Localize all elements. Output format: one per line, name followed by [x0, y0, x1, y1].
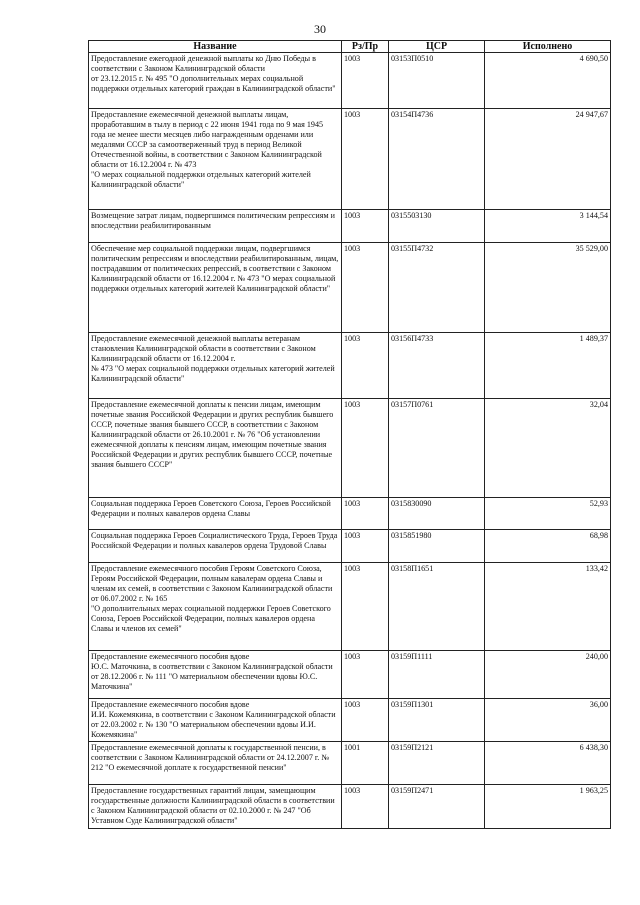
row-name: Обеспечение мер социальной поддержки лицам, подвергшимся политическим репрессиям и впоследствии реабилитированным, лицам, пострадавшим от политических репрессий, в соответствии с Законом Калининградской области от 16.12.2004 г. № 473 "О мерах социальной поддержки отдельных категорий жителей Калининградской области"	[89, 243, 342, 333]
table-row	[89, 563, 611, 651]
page-number: 30	[314, 22, 326, 36]
row-csr: 03158П1651	[389, 563, 485, 651]
row-rz-pr: 1003	[342, 53, 389, 109]
table-row	[89, 109, 611, 210]
row-name: Предоставление ежемесячной денежной выплаты лицам, проработавшим в тылу в период с 22 июня 1941 года по 9 мая 1945 года не менее шести месяцев либо награжденным орденами или медалями СССР за самоотверженный труд в период Великой Отечественной войны, в соответствии с Законом Калининградской области от 16.12.2004 г. № 473 "О мерах социальной поддержки отдельных категорий жителей Калининградской области"	[89, 109, 342, 210]
row-rz-pr: 1003	[342, 699, 389, 742]
budget-execution-table	[88, 40, 611, 829]
row-csr: 03159П2471	[389, 785, 485, 829]
row-rz-pr: 1003	[342, 785, 389, 829]
header-amount: Исполнено	[485, 41, 611, 53]
header-rz-pr: Рз/Пр	[342, 41, 389, 53]
row-name: Предоставление государственных гарантий лицам, замещающим государственные должности Калининградской области в соответствии с Законом Калининградской области от 02.10.2000 г. № 247 "Об Уставном Суде Калининградской области"	[89, 785, 342, 829]
row-amount: 36,00	[485, 699, 611, 742]
table-row	[89, 530, 611, 563]
table-row	[89, 785, 611, 829]
row-amount: 133,42	[485, 563, 611, 651]
row-rz-pr: 1003	[342, 243, 389, 333]
row-name: Предоставление ежемесячной доплаты к государственной пенсии, в соответствии с Законом Калининградской области от 24.12.2007 г. № 212 "О ежемесячной доплате к государственной пенсии"	[89, 742, 342, 785]
row-csr: 03159П1301	[389, 699, 485, 742]
row-amount: 52,93	[485, 498, 611, 530]
row-amount: 240,00	[485, 651, 611, 699]
header-csr: ЦСР	[389, 41, 485, 53]
row-name: Предоставление ежемесячного пособия вдове И.И. Кожемякина, в соответствии с Законом Калининградской области от 22.03.2002 г. № 130 "О материальном обеспечении вдовы И.И. Кожемякина"	[89, 699, 342, 742]
row-rz-pr: 1003	[342, 563, 389, 651]
row-rz-pr: 1001	[342, 742, 389, 785]
table-row	[89, 651, 611, 699]
row-csr: 03159П1111	[389, 651, 485, 699]
row-csr: 03159П2121	[389, 742, 485, 785]
table-row	[89, 333, 611, 399]
row-amount: 6 438,30	[485, 742, 611, 785]
row-name: Предоставление ежемесячного пособия Героям Советского Союза, Героям Российской Федерации, полным кавалерам ордена Славы и членам их семей, в соответствии с Законом Калининградской области от 06.07.2002 г. № 165 "О дополнительных мерах социальной поддержки Героев Советского Союза, Героев Российской Федерации, полных кавалеров ордена Славы и членов их семей"	[89, 563, 342, 651]
table-row	[89, 498, 611, 530]
row-name: Предоставление ежемесячной денежной выплаты ветеранам становления Калининградской области в соответствии с Законом Калининградской области от 16.12.2004 г. № 473 "О мерах социальной поддержки отдельных категорий жителей Калининградской области"	[89, 333, 342, 399]
row-amount: 68,98	[485, 530, 611, 563]
row-rz-pr: 1003	[342, 109, 389, 210]
table-row	[89, 243, 611, 333]
table-row	[89, 53, 611, 109]
row-csr: 03156П4733	[389, 333, 485, 399]
row-amount: 1 489,37	[485, 333, 611, 399]
row-csr: 03155П4732	[389, 243, 485, 333]
row-csr: 0315503130	[389, 210, 485, 243]
row-csr: 03157П0761	[389, 399, 485, 498]
row-rz-pr: 1003	[342, 399, 389, 498]
row-csr: 0315830090	[389, 498, 485, 530]
row-amount: 4 690,50	[485, 53, 611, 109]
table-row	[89, 699, 611, 742]
row-rz-pr: 1003	[342, 651, 389, 699]
row-amount: 1 963,25	[485, 785, 611, 829]
row-name: Предоставление ежемесячного пособия вдове Ю.С. Маточкина, в соответствии с Законом Калининградской области от 28.12.2006 г. № 111 "О материальном обеспечении вдовы Ю.С. Маточкина"	[89, 651, 342, 699]
row-name: Возмещение затрат лицам, подвергшимся политическим репрессиям и впоследствии реабилитированным	[89, 210, 342, 243]
row-amount: 3 144,54	[485, 210, 611, 243]
table-row	[89, 742, 611, 785]
row-csr: 0315851980	[389, 530, 485, 563]
row-csr: 03154П4736	[389, 109, 485, 210]
row-csr: 03153П0510	[389, 53, 485, 109]
header-name: Название	[89, 41, 342, 53]
table-row	[89, 210, 611, 243]
row-name: Предоставление ежемесячной доплаты к пенсии лицам, имеющим почетные звания Российской Федерации и других республик бывшего СССР, почетные звания бывшего СССР, в соответствии с Законом Калининградской области от 26.10.2001 г. № 76 "Об установлении ежемесячной доплаты к пенсиям лицам, имеющим почетные звания Российской Федерации и других республик бывшего СССР, почетные звания бывшего СССР"	[89, 399, 342, 498]
row-name: Социальная поддержка Героев Социалистического Труда, Героев Труда Российской Федерации и полных кавалеров ордена Трудовой Славы	[89, 530, 342, 563]
table-header-row	[89, 41, 611, 53]
table-row	[89, 399, 611, 498]
row-rz-pr: 1003	[342, 210, 389, 243]
row-name: Социальная поддержка Героев Советского Союза, Героев Российской Федерации и полных кавалеров ордена Славы	[89, 498, 342, 530]
row-rz-pr: 1003	[342, 333, 389, 399]
row-amount: 24 947,67	[485, 109, 611, 210]
row-name: Предоставление ежегодной денежной выплаты ко Дню Победы в соответствии с Законом Калининградской области от 23.12.2015 г. № 495 "О дополнительных мерах социальной поддержки отдельных категорий граждан в Калининградской области"	[89, 53, 342, 109]
row-amount: 32,04	[485, 399, 611, 498]
row-rz-pr: 1003	[342, 498, 389, 530]
row-rz-pr: 1003	[342, 530, 389, 563]
row-amount: 35 529,00	[485, 243, 611, 333]
